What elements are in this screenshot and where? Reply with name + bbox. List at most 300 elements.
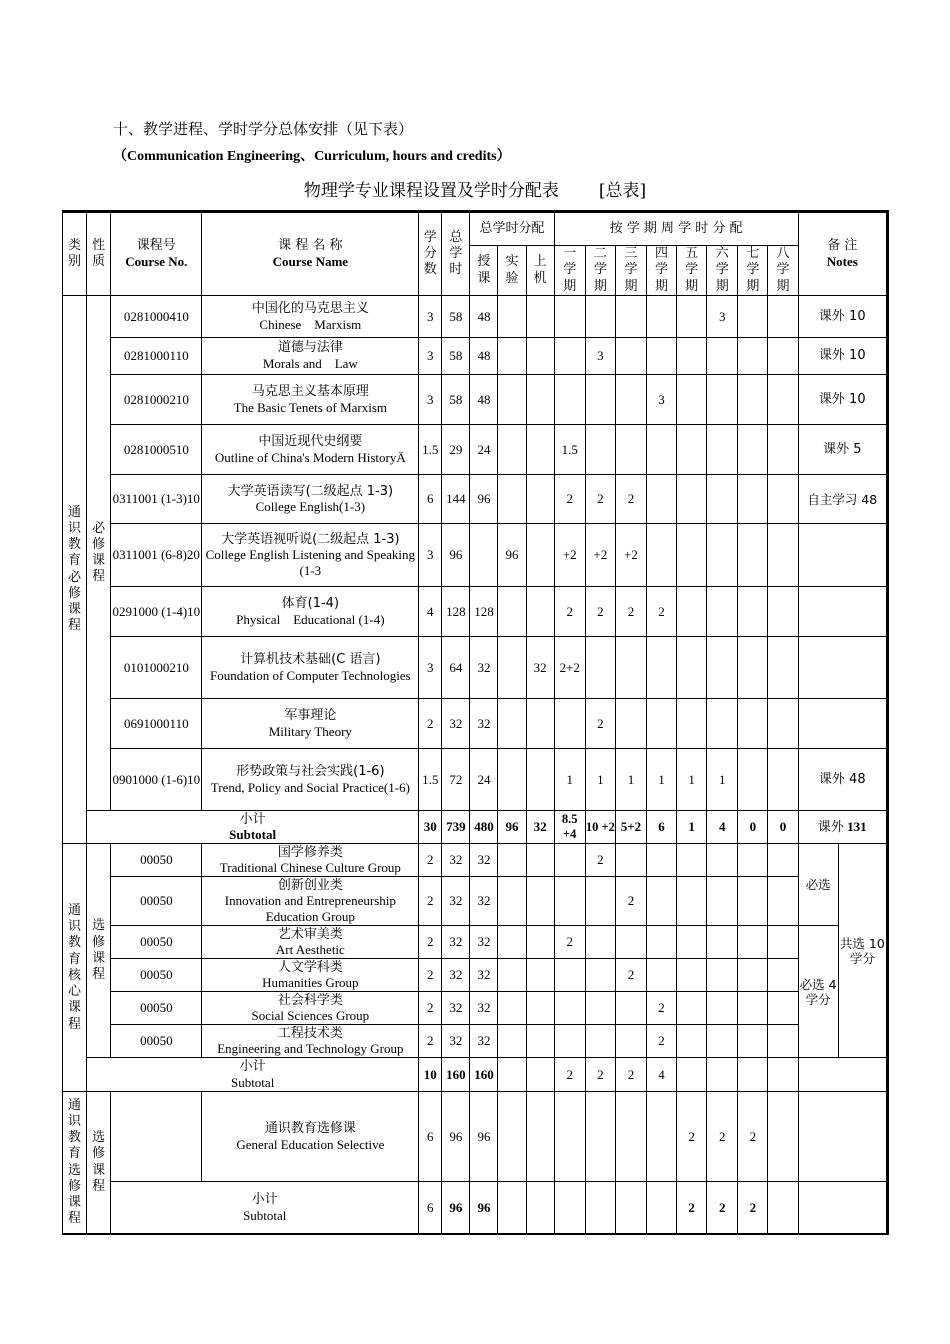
course-name: 国学修养类 Traditional Chinese Culture Group [202,844,419,877]
lab-hours: 96 [498,524,526,587]
course-no: 0311001 (1-3)10 [111,475,202,524]
sem-6: 1 [707,749,738,811]
course-no: 0281000210 [111,375,202,425]
sem-6 [707,475,738,524]
total-hours: 32 [442,877,470,926]
computer-hours: 32 [526,637,554,699]
computer-hours [526,524,554,587]
lecture-hours [470,524,498,587]
note: 课外 5 [798,425,887,475]
sem-7 [738,375,768,425]
computer-hours [526,877,554,926]
note [798,637,887,699]
sem-2: 10 +2 [585,811,615,844]
sem-8 [768,844,798,877]
sem-3 [615,1182,646,1234]
credits: 2 [419,877,442,926]
sem-4 [647,1182,677,1234]
sem-6: 3 [707,296,738,338]
sem-5 [677,475,707,524]
table-title-suffix: [总表] [598,181,647,201]
sem-1 [554,844,585,877]
sem-1 [554,959,585,992]
course-no: 00050 [111,844,202,877]
header-computer: 上 机 [526,246,554,296]
header-semester-1: 一 学 期 [554,246,585,296]
sem-2 [585,637,615,699]
sem-5 [677,587,707,637]
sem-3: 1 [615,749,646,811]
sem-8 [768,1092,798,1182]
table-title [0,176,950,201]
lecture-hours: 48 [470,296,498,338]
sem-5 [677,926,707,959]
curriculum-table [62,210,889,1235]
course-name: 大学英语视听说(二级起点 1-3) College English Listening and Speaking (1-3 [202,524,419,587]
table-row [63,1025,888,1058]
course-no: 0281000510 [111,425,202,475]
table-row [63,587,888,637]
total-hours: 58 [442,338,470,375]
sem-7: 0 [738,811,768,844]
course-name: 创新创业类 Innovation and Entrepreneurship Education Group [202,877,419,926]
credits: 10 [419,1058,442,1092]
sem-2 [585,375,615,425]
course-name: 马克思主义基本原理 The Basic Tenets of Marxism [202,375,419,425]
sem-6 [707,1058,738,1092]
header-course-no: 课程号 Course No. [111,212,202,296]
sem-7 [738,587,768,637]
credits: 3 [419,524,442,587]
sem-2: 2 [585,844,615,877]
sem-6: 2 [707,1182,738,1234]
sem-7 [738,637,768,699]
lecture-hours: 32 [470,844,498,877]
credits: 6 [419,475,442,524]
sem-6 [707,844,738,877]
sem-1: 1 [554,749,585,811]
lab-hours [498,296,526,338]
lab-hours [498,877,526,926]
sem-1 [554,992,585,1025]
lecture-hours: 32 [470,699,498,749]
sem-7 [738,959,768,992]
sem-2 [585,1182,615,1234]
sem-1 [554,877,585,926]
header-lecture: 授 课 [470,246,498,296]
sem-3: 2 [615,1058,646,1092]
course-name: 艺术审美类 Art Aesthetic [202,926,419,959]
course-name: 中国化的马克思主义 Chinese Marxism [202,296,419,338]
sem-5 [677,699,707,749]
sem-8: 0 [768,811,798,844]
sem-8 [768,637,798,699]
note: 课外 10 [798,375,887,425]
credits: 2 [419,699,442,749]
course-no: 0901000 (1-6)10 [111,749,202,811]
nature-elective: 选 修 课 程 [87,844,111,1058]
lab-hours [498,375,526,425]
sem-4: 4 [647,1058,677,1092]
sem-6 [707,425,738,475]
sem-3 [615,425,646,475]
sem-4 [647,338,677,375]
header-course-name: 课 程 名 称 Course Name [202,212,419,296]
note [798,1058,887,1092]
note: 课外 48 [798,749,887,811]
sem-4 [647,844,677,877]
sem-3: 5+2 [615,811,646,844]
sem-6: 2 [707,1092,738,1182]
sem-3 [615,1092,646,1182]
header-lab: 实 验 [498,246,526,296]
sem-4 [647,959,677,992]
header-credits: 学 分 数 [419,212,442,296]
sem-2: 1 [585,749,615,811]
course-name: 工程技术类 Engineering and Technology Group [202,1025,419,1058]
sem-7: 2 [738,1182,768,1234]
lab-hours [498,926,526,959]
sem-2 [585,926,615,959]
sem-6 [707,959,738,992]
note [798,587,887,637]
course-name: 人文学科类 Humanities Group [202,959,419,992]
sem-1: 2 [554,1058,585,1092]
sem-6: 4 [707,811,738,844]
table-row [63,296,888,338]
sem-8 [768,524,798,587]
lab-hours [498,844,526,877]
sem-1 [554,296,585,338]
sem-5 [677,959,707,992]
lab-hours [498,637,526,699]
sem-5 [677,844,707,877]
sem-1: 2 [554,587,585,637]
lecture-hours: 96 [470,1092,498,1182]
lecture-hours: 24 [470,425,498,475]
sem-4: 6 [647,811,677,844]
sem-2 [585,1025,615,1058]
sem-2 [585,1092,615,1182]
sem-6 [707,338,738,375]
course-no: 00050 [111,877,202,926]
total-hours: 58 [442,296,470,338]
sem-5: 2 [677,1092,707,1182]
table-title-text: 物理学专业课程设置及学时分配表 [303,181,559,201]
lecture-hours: 32 [470,926,498,959]
table-row [63,425,888,475]
sem-8 [768,1058,798,1092]
sem-2 [585,992,615,1025]
lecture-hours: 96 [470,475,498,524]
total-hours: 96 [442,1092,470,1182]
lecture-hours: 160 [470,1058,498,1092]
computer-hours [526,844,554,877]
sem-3 [615,844,646,877]
course-no: 0691000110 [111,699,202,749]
course-name: 军事理论 Military Theory [202,699,419,749]
header-notes: 备 注 Notes [798,212,887,296]
course-name: 体育(1-4) Physical Educational (1-4) [202,587,419,637]
sem-6 [707,587,738,637]
lecture-hours: 480 [470,811,498,844]
computer-hours: 32 [526,811,554,844]
sem-4 [647,1092,677,1182]
sem-8 [768,877,798,926]
credits: 1.5 [419,749,442,811]
sem-5 [677,1058,707,1092]
sem-6 [707,699,738,749]
credits: 30 [419,811,442,844]
lecture-hours: 48 [470,338,498,375]
table-row [63,524,888,587]
sem-4 [647,524,677,587]
sem-2 [585,877,615,926]
sem-3 [615,375,646,425]
lab-hours [498,959,526,992]
computer-hours [526,1058,554,1092]
subtotal-label: 小计 Subtotal [87,811,419,844]
sem-4 [647,877,677,926]
total-hours: 72 [442,749,470,811]
course-no: 00050 [111,1025,202,1058]
sem-1: 1.5 [554,425,585,475]
sem-8 [768,425,798,475]
sem-5: 1 [677,811,707,844]
credits: 4 [419,587,442,637]
note-required: 必选 [798,844,838,926]
credits: 3 [419,637,442,699]
sem-4 [647,296,677,338]
course-name: 形势政策与社会实践(1-6) Trend, Policy and Social Practice(1-6) [202,749,419,811]
sem-3 [615,699,646,749]
sem-5: 1 [677,749,707,811]
note [798,524,887,587]
sem-2: 2 [585,1058,615,1092]
computer-hours [526,1182,554,1234]
sem-1: 2 [554,926,585,959]
sem-8 [768,338,798,375]
sem-1 [554,338,585,375]
sem-1 [554,699,585,749]
sem-2 [585,959,615,992]
sem-7 [738,699,768,749]
sem-5 [677,524,707,587]
sem-8 [768,587,798,637]
sem-5 [677,992,707,1025]
sem-7: 2 [738,1092,768,1182]
note [798,699,887,749]
note-total: 共选 10 学分 [838,844,887,1058]
sem-7 [738,338,768,375]
total-hours: 32 [442,844,470,877]
header-row-1 [63,212,888,246]
subtotal-label: 小计 Subtotal [111,1182,419,1234]
sem-1: +2 [554,524,585,587]
computer-hours [526,926,554,959]
credits: 2 [419,926,442,959]
sem-7 [738,296,768,338]
credits: 2 [419,992,442,1025]
sem-5 [677,375,707,425]
computer-hours [526,992,554,1025]
sem-1: 2 [554,475,585,524]
lecture-hours: 32 [470,992,498,1025]
sem-8 [768,749,798,811]
sem-6 [707,992,738,1025]
computer-hours [526,475,554,524]
sem-4: 2 [647,587,677,637]
category-general-elective: 通 识 教 育 选 修 课 程 [63,1092,87,1234]
lab-hours [498,1182,526,1234]
sem-8 [768,475,798,524]
course-no: 00050 [111,992,202,1025]
course-name: 大学英语读写(二级起点 1-3) College English(1-3) [202,475,419,524]
sem-3 [615,338,646,375]
sem-5 [677,877,707,926]
course-no: 0281000110 [111,338,202,375]
note [798,1092,887,1182]
lab-hours [498,1058,526,1092]
sem-2: 2 [585,587,615,637]
credits: 1.5 [419,425,442,475]
header-category: 类 别 [63,212,87,296]
sem-4: 1 [647,749,677,811]
credits: 6 [419,1182,442,1234]
computer-hours [526,1025,554,1058]
table-row [63,375,888,425]
computer-hours [526,587,554,637]
sem-7 [738,1058,768,1092]
sem-2: 2 [585,475,615,524]
sem-4 [647,425,677,475]
credits: 2 [419,1025,442,1058]
category-core: 通 识 教 育 核 心 课 程 [63,844,87,1092]
sem-3 [615,992,646,1025]
sem-2: +2 [585,524,615,587]
sem-5 [677,637,707,699]
table-row [63,637,888,699]
computer-hours [526,296,554,338]
course-name: 通识教育选修课 General Education Selective [202,1092,419,1182]
header-hours-group: 总学时分配 [470,212,554,246]
sem-3: 2 [615,475,646,524]
table-row [63,475,888,524]
lab-hours [498,1025,526,1058]
total-hours: 96 [442,1182,470,1234]
sem-2 [585,425,615,475]
header-semester-8: 八 学 期 [768,246,798,296]
sem-2: 2 [585,699,615,749]
section-heading: 十、教学进程、学时学分总体安排（见下表） [113,120,414,138]
sem-7 [738,475,768,524]
table-row [63,877,888,926]
computer-hours [526,375,554,425]
credits: 3 [419,296,442,338]
computer-hours [526,338,554,375]
credits: 2 [419,959,442,992]
sem-4: 2 [647,992,677,1025]
sem-7 [738,524,768,587]
sem-5 [677,1025,707,1058]
course-no: 0291000 (1-4)10 [111,587,202,637]
table-row [63,338,888,375]
sem-4: 2 [647,1025,677,1058]
sem-3: 2 [615,959,646,992]
sem-5 [677,425,707,475]
computer-hours [526,1092,554,1182]
subtotal-row [63,811,888,844]
header-semester-group: 按 学 期 周 学 时 分 配 [554,212,798,246]
credits: 3 [419,375,442,425]
lab-hours [498,425,526,475]
sem-6 [707,877,738,926]
sem-7 [738,425,768,475]
sem-1 [554,1182,585,1234]
lecture-hours: 32 [470,637,498,699]
total-hours: 64 [442,637,470,699]
table-row [63,699,888,749]
course-no: 0311001 (6-8)20 [111,524,202,587]
credits: 3 [419,338,442,375]
note-required-4: 必选 4 学分 [798,926,838,1058]
note: 课外 10 [798,296,887,338]
sem-5 [677,338,707,375]
lab-hours [498,992,526,1025]
sem-8 [768,959,798,992]
sem-2 [585,296,615,338]
sem-8 [768,375,798,425]
table-row [63,959,888,992]
sem-3: +2 [615,524,646,587]
computer-hours [526,699,554,749]
table-row [63,749,888,811]
header-total-hours: 总 学 时 [442,212,470,296]
table-row [63,992,888,1025]
category-compulsory: 通 识 教 育 必 修 课 程 [63,296,87,844]
sem-3: 2 [615,587,646,637]
table-row [63,844,888,877]
total-hours: 128 [442,587,470,637]
lecture-hours: 24 [470,749,498,811]
total-hours: 144 [442,475,470,524]
sem-1: 8.5 +4 [554,811,585,844]
note: 课外 10 [798,338,887,375]
sem-7 [738,992,768,1025]
sem-7 [738,749,768,811]
sem-1 [554,375,585,425]
total-hours: 32 [442,959,470,992]
header-semester-2: 二 学 期 [585,246,615,296]
sem-3 [615,1025,646,1058]
lab-hours [498,699,526,749]
credits: 2 [419,844,442,877]
subtotal-row [63,1058,888,1092]
sem-3: 2 [615,877,646,926]
sem-4 [647,637,677,699]
note [798,1182,887,1234]
header-nature: 性 质 [87,212,111,296]
sem-8 [768,926,798,959]
total-hours: 32 [442,992,470,1025]
sem-4 [647,699,677,749]
header-semester-4: 四 学 期 [647,246,677,296]
lab-hours [498,1092,526,1182]
total-hours: 29 [442,425,470,475]
lecture-hours: 32 [470,877,498,926]
header-semester-5: 五 学 期 [677,246,707,296]
table-row [63,926,888,959]
